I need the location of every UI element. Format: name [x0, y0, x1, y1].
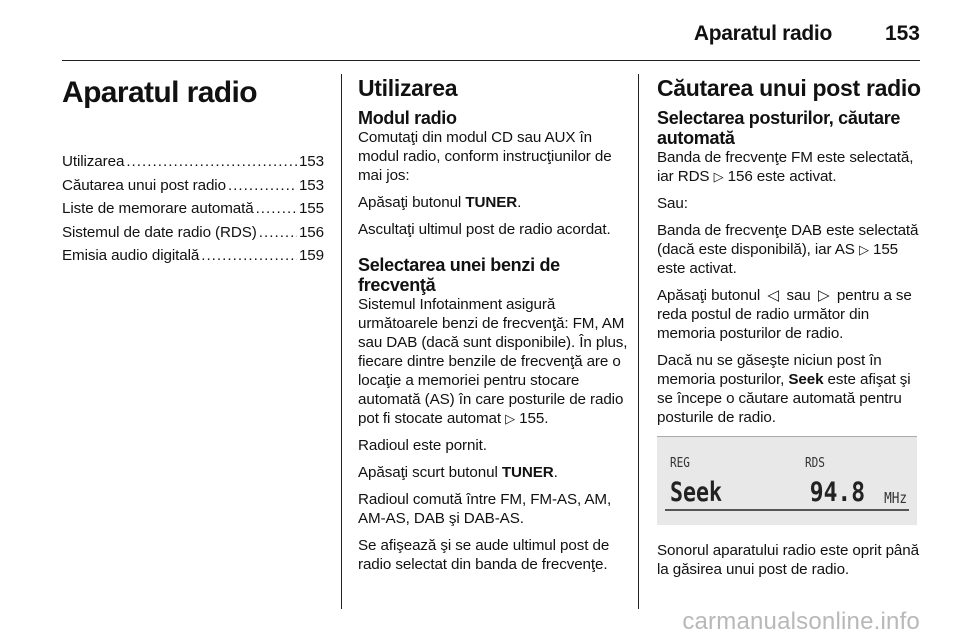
paragraph: Apăsaţi scurt butonul TUNER.: [358, 464, 558, 481]
column-divider-2: [638, 74, 639, 609]
toc-entry[interactable]: [62, 199, 324, 223]
chapter-title: Aparatul radio: [62, 76, 257, 109]
header-rule: [62, 60, 920, 61]
section-title-search: Căutarea unui post radio: [657, 75, 921, 101]
arrow-ref-icon: ▷: [505, 411, 516, 426]
paragraph: Apăsaţi butonul TUNER.: [358, 194, 522, 211]
arrow-ref-icon: ▷: [858, 242, 869, 257]
seek-left-icon: ◁: [767, 287, 780, 304]
display-underline: [665, 509, 909, 511]
toc-entry-page: 159: [298, 247, 324, 264]
heading-band-selection: Selectarea unei benzi de frecvenţă: [358, 255, 560, 295]
section-title-usage: Utilizarea: [358, 75, 458, 101]
paragraph: Comutaţi din modul CD sau AUX în modul radio, conform instrucţiunilor de mai jos:: [358, 129, 612, 184]
seek-label: Seek: [788, 371, 824, 388]
display-unit: MHz: [883, 489, 907, 507]
toc-entry-page: 155: [298, 200, 324, 217]
paragraph: Radioul este pornit.: [358, 437, 487, 454]
toc-entry-page: 156: [298, 223, 324, 241]
toc-entry-label: Emisia audio digitală: [62, 247, 200, 264]
tuner-button-label: TUNER: [501, 464, 554, 481]
toc-leader-dots: [256, 199, 297, 218]
running-header-title: Aparatul radio: [693, 22, 832, 45]
toc-entry-label: Căutarea unui post radio: [62, 176, 226, 194]
toc-leader-dots: [259, 223, 297, 242]
paragraph: Apăsaţi butonul ◁ sau ▷ pentru a se reda postul de radio următor din memoria posturilor de radio.: [657, 287, 912, 342]
toc-entry-label: Sistemul de date radio (RDS): [62, 223, 257, 241]
table-of-contents: [62, 152, 324, 270]
display-seek-text: Seek: [670, 477, 723, 508]
toc-entry[interactable]: [62, 152, 324, 176]
toc-leader-dots: [126, 152, 297, 171]
paragraph: Banda de frecvenţe DAB este selectată (dacă este disponibilă), iar AS ▷ 155 este activat.: [657, 222, 919, 277]
toc-entry[interactable]: [62, 246, 324, 270]
toc-entry[interactable]: [62, 223, 324, 247]
toc-entry-page: 153: [298, 176, 324, 194]
toc-leader-dots: [228, 176, 297, 195]
paragraph: Dacă nu se găseşte niciun post în memoria posturilor, Seek este afişat şi se începe o căutare automată pentru posturile de radio.: [657, 352, 911, 426]
display-rds-label: RDS: [805, 456, 825, 471]
display-frequency: 94.8: [809, 477, 865, 508]
toc-entry-page: 153: [298, 153, 324, 170]
paragraph: Sistemul Infotainment asigură următoarele benzi de frecvenţă: FM, AM sau DAB (dacă sunt disponibile). În plus, fiecare dintre benzile de frecvenţă are o locaţie a memoriei pentru stocare automată (AS) în care posturile de radio pot fi stocate automat ▷ 155.: [358, 296, 628, 427]
paragraph: Ascultaţi ultimul post de radio acordat.: [358, 221, 611, 238]
watermark: carmanualsonline.info: [682, 608, 920, 635]
paragraph: Se afişează şi se aude ultimul post de radio selectat din banda de frecvenţe.: [358, 537, 610, 573]
column-divider-1: [341, 74, 342, 609]
heading-auto-search: Selectarea posturilor, căutare automată: [657, 108, 901, 148]
column-usage: [358, 74, 628, 582]
toc-entry-label: Utilizarea: [62, 153, 125, 170]
radio-display-illustration: [657, 436, 917, 525]
seek-right-icon: ▷: [817, 287, 830, 304]
toc-leader-dots: [201, 246, 297, 265]
toc-entry[interactable]: [62, 176, 324, 200]
column-toc: [62, 74, 324, 270]
display-reg-label: REG: [670, 456, 690, 471]
tuner-button-label: TUNER: [465, 194, 518, 211]
column-station-search: [657, 74, 922, 435]
paragraph: Radioul comută între FM, FM-AS, AM, AM-AS, DAB şi DAB-AS.: [358, 491, 612, 527]
arrow-ref-icon: ▷: [713, 169, 724, 184]
toc-entry-label: Liste de memorare automată: [62, 200, 254, 217]
column-search-footer-text: [657, 541, 922, 587]
paragraph: Sau:: [657, 195, 688, 212]
heading-radio-mode: Modul radio: [358, 108, 457, 128]
paragraph: Banda de frecvenţe FM este selectată, iar RDS ▷ 156 este activat.: [657, 149, 914, 185]
paragraph: Sonorul aparatului radio este oprit până la găsirea unui post de radio.: [657, 542, 919, 578]
page-number: 153: [884, 22, 920, 45]
